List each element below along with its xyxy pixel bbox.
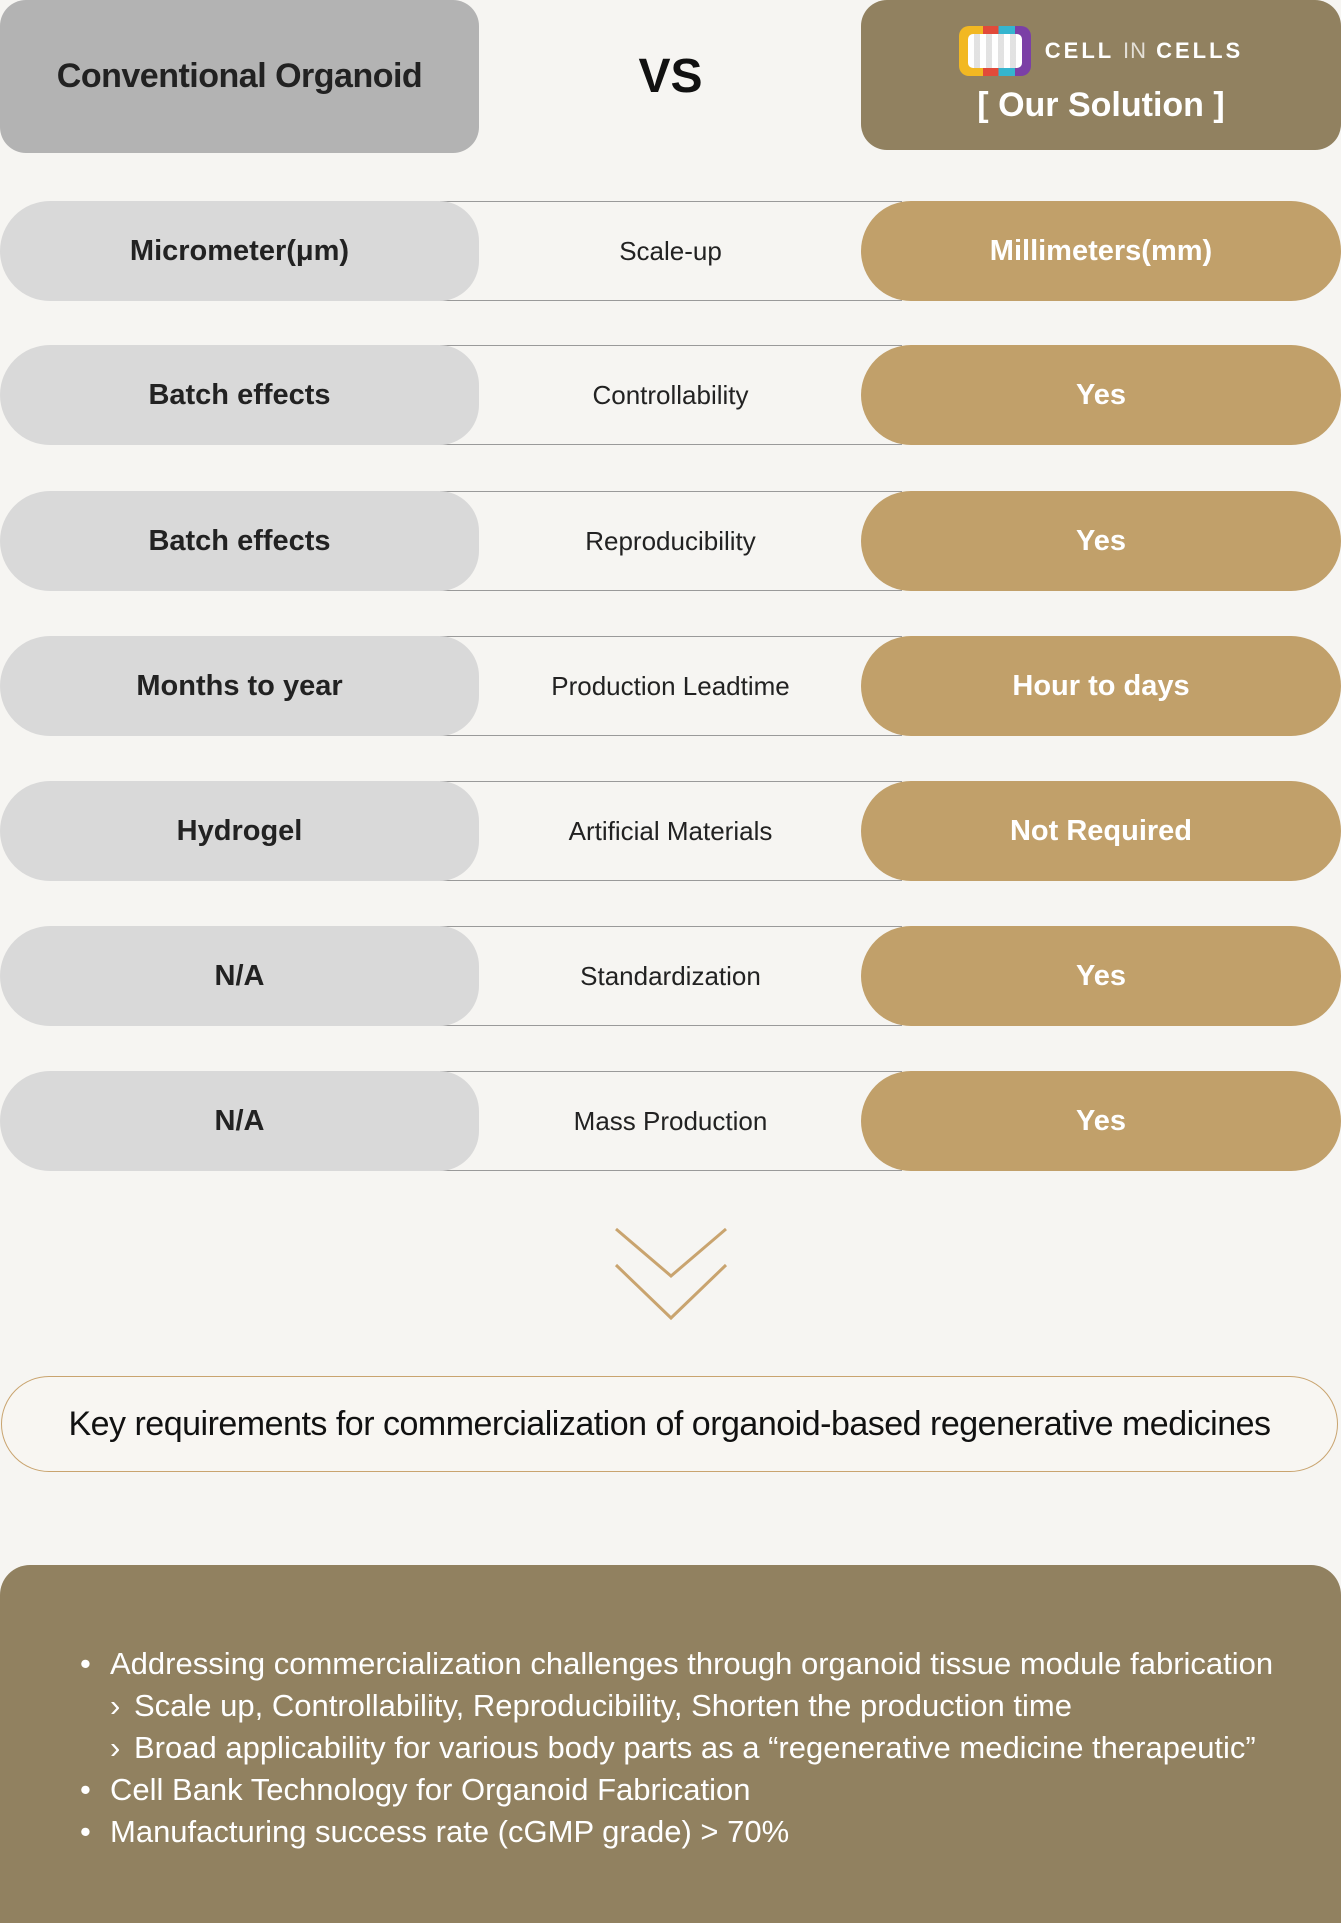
- brand-middle: IN: [1122, 37, 1147, 63]
- criterion-label: Controllability: [592, 379, 749, 410]
- conventional-value: Hydrogel: [0, 781, 479, 881]
- summary-bullet-1: [80, 1643, 1341, 1685]
- our-solution-label: [ Our Solution ]: [977, 85, 1225, 124]
- double-chevron-down-icon: [611, 1224, 731, 1324]
- summary-bullet-2: [80, 1769, 1341, 1811]
- criterion-label: Scale-up: [619, 235, 722, 266]
- summary-sub-bullet-2: [80, 1727, 1341, 1769]
- conventional-value: Months to year: [0, 636, 479, 736]
- summary-bullet-3: [80, 1811, 1341, 1853]
- conventional-organoid-label: Conventional Organoid: [56, 57, 423, 95]
- solution-value: Millimeters(mm): [861, 201, 1341, 301]
- brand-logo: [959, 26, 1243, 76]
- conventional-organoid-header: [0, 0, 479, 153]
- comparison-row-artificial-materials: [0, 781, 1341, 881]
- solution-value: Yes: [861, 926, 1341, 1026]
- brand-name: [1045, 38, 1243, 64]
- summary-panel: [0, 1565, 1341, 1923]
- conventional-value: Micrometer(μm): [0, 201, 479, 301]
- solution-value: Not Required: [861, 781, 1341, 881]
- cell-in-cells-logo-icon: [959, 26, 1031, 76]
- conventional-value: N/A: [0, 926, 479, 1026]
- solution-value: Yes: [861, 345, 1341, 445]
- summary-bullet-text: Manufacturing success rate (cGMP grade) > 70%: [110, 1814, 790, 1849]
- summary-sub-bullet-1: [80, 1685, 1341, 1727]
- comparison-row-standardization: [0, 926, 1341, 1026]
- solution-value: Yes: [861, 491, 1341, 591]
- brand-prefix: CELL: [1044, 37, 1114, 63]
- key-requirement-text: Key requirements for commercialization of organoid-based regenerative medicines: [68, 1404, 1271, 1443]
- comparison-row-mass-production: [0, 1071, 1341, 1171]
- conventional-value: Batch effects: [0, 491, 479, 591]
- sub-bullet-glyph: ›: [110, 1730, 121, 1765]
- bullet-glyph: •: [80, 1646, 91, 1681]
- conventional-value: N/A: [0, 1071, 479, 1171]
- summary-bullet-text: Addressing commercialization challenges through organoid tissue module fabrication: [110, 1646, 1274, 1681]
- key-requirement-box: [1, 1376, 1338, 1472]
- criterion-label: Mass Production: [573, 1105, 768, 1136]
- solution-value: Hour to days: [861, 636, 1341, 736]
- comparison-row-reproducibility: [0, 491, 1341, 591]
- comparison-row-scale-up: [0, 201, 1341, 301]
- conventional-value: Batch effects: [0, 345, 479, 445]
- sub-bullet-glyph: ›: [110, 1688, 121, 1723]
- criterion-label: Standardization: [580, 960, 761, 991]
- criterion-label: Artificial Materials: [568, 815, 773, 846]
- criterion-label: Production Leadtime: [551, 670, 790, 701]
- bullet-glyph: •: [80, 1772, 91, 1807]
- our-solution-header: [861, 0, 1341, 150]
- summary-bullet-text: Cell Bank Technology for Organoid Fabrication: [110, 1772, 751, 1807]
- vs-label: VS: [638, 50, 703, 103]
- criterion-label: Reproducibility: [585, 525, 756, 556]
- brand-suffix: CELLS: [1156, 37, 1244, 63]
- comparison-row-controllability: [0, 345, 1341, 445]
- solution-value: Yes: [861, 1071, 1341, 1171]
- comparison-row-production-leadtime: [0, 636, 1341, 736]
- summary-sub-bullet-text: Scale up, Controllability, Reproducibility, Shorten the production time: [134, 1688, 1072, 1723]
- bullet-glyph: •: [80, 1814, 91, 1849]
- summary-sub-bullet-text: Broad applicability for various body parts as a “regenerative medicine therapeutic”: [134, 1730, 1256, 1765]
